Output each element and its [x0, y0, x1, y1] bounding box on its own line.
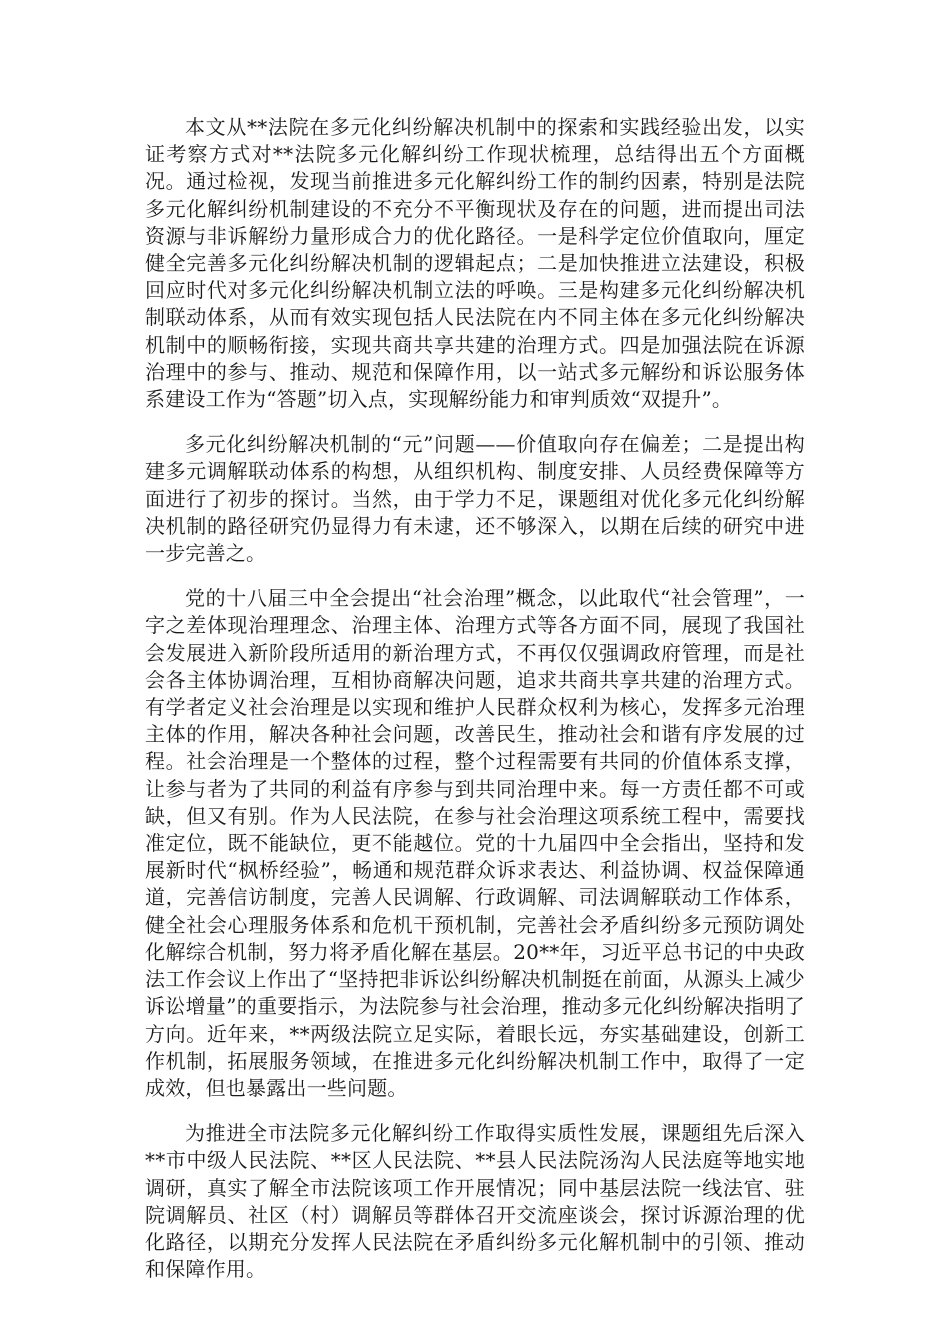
document-page [145, 114, 805, 1283]
paragraph-abstract: 本文从**法院在多元化纠纷解决机制中的探索和实践经验出发，以实证考察方式对**法院多元化解纠纷工作现状梳理，总结得出五个方面概况。通过检视，发现当前推进多元化解纠纷工作的制约因素，特别是法院多元化解纠纷机制建设的不充分不平衡现状及存在的问题，进而提出司法资源与非诉解纷力量形成合力的优化路径。一是科学定位价值取向，厘定健全完善多元化纠纷解决机制的逻辑起点；二是加快推进立法建设，积极回应时代对多元化纠纷解决机制立法的呼唤。三是构建多元化纠纷解决机制联动体系，从而有效实现包括人民法院在内不同主体在多元化纠纷解决机制中的顺畅衔接，实现共商共享共建的治理方式。四是加强法院在诉源治理中的参与、推动、规范和保障作用，以一站式多元解纷和诉讼服务体系建设工作为“答题”切入点，实现解纷能力和审判质效“双提升”。 [145, 115, 805, 412]
paragraph-research-method: 为推进全市法院多元化解纠纷工作取得实质性发展，课题组先后深入**市中级人民法院、**区人民法院、**县人民法院汤沟人民法庭等地实地调研，真实了解全市法院该项工作开展情况；同中基层法院一线法官、驻院调解员、社区（村）调解员等群体召开交流座谈会，探讨诉源治理的优化路径，以期充分发挥人民法院在矛盾纠纷多元化解机制中的引领、推动和保障作用。 [145, 1121, 805, 1282]
paragraph-problem-summary: 多元化纠纷解决机制的“元”问题——价值取向存在偏差；二是提出构建多元调解联动体系的构想，从组织机构、制度安排、人员经费保障等方面进行了初步的探讨。当然，由于学力不足，课题组对优化多元化纠纷解决机制的路径研究仍显得力有未逮，还不够深入，以期在后续的研究中进一步完善之。 [145, 432, 805, 566]
paragraph-social-governance: 党的十八届三中全会提出“社会治理”概念，以此取代“社会管理”，一字之差体现治理理念、治理主体、治理方式等各方面不同，展现了我国社会发展进入新阶段所适用的新治理方式，不再仅仅强调政府管理，而是社会各主体协调治理，互相协商解决问题，追求共商共享共建的治理方式。有学者定义社会治理是以实现和维护人民群众权利为核心，发挥多元治理主体的作用，解决各种社会问题，改善民生，推动社会和谐有序发展的过程。社会治理是一个整体的过程，整个过程需要有共同的价值体系支撑，让参与者为了共同的利益有序参与到共同治理中来。每一方责任都不可或缺，但又有别。作为人民法院，在参与社会治理这项系统工程中，需要找准定位，既不能缺位，更不能越位。党的十九届四中全会指出，坚持和发展新时代“枫桥经验”，畅通和规范群众诉求表达、利益协调、权益保障通道，完善信访制度，完善人民调解、行政调解、司法调解联动工作体系，健全社会心理服务体系和危机干预机制，完善社会矛盾纠纷多元预防调处化解综合机制，努力将矛盾化解在基层。20**年，习近平总书记的中央政法工作会议上作出了“坚持把非诉讼纠纷解决机制挺在前面，从源头上减少诉讼增量”的重要指示，为法院参与社会治理，推动多元化纠纷解决指明了方向。近年来，**两级法院立足实际，着眼长远，夯实基础建设，创新工作机制，拓展服务领域，在推进多元化纠纷解决机制工作中，取得了一定成效，但也暴露出一些问题。 [145, 586, 805, 1100]
